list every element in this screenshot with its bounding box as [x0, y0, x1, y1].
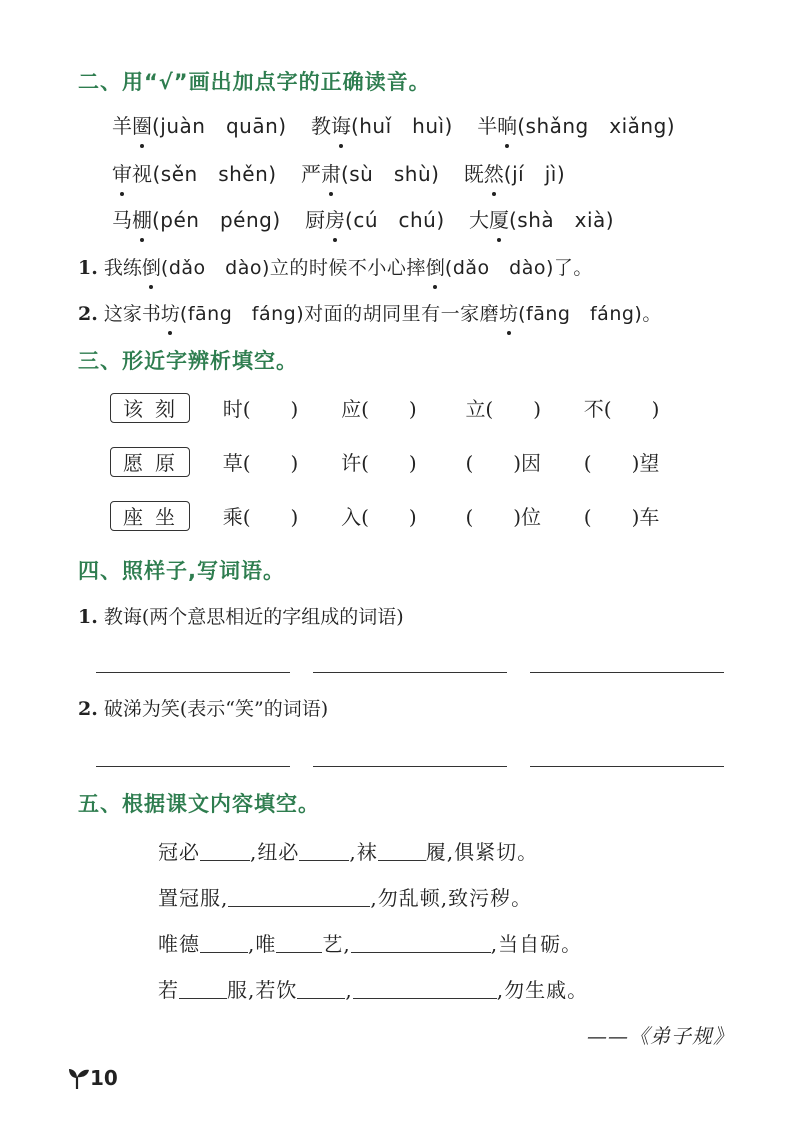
fill-blank[interactable]: 入( )	[341, 505, 417, 529]
poem-text: 履,俱紧切。	[425, 840, 539, 864]
fill-blank[interactable]	[353, 978, 497, 999]
question-4-1	[78, 602, 404, 629]
answer-line[interactable]	[313, 672, 507, 673]
char-text: 严	[300, 162, 321, 186]
poem-text: ,	[345, 978, 353, 1002]
dotted-char: 审	[112, 158, 132, 187]
pinyin-item[interactable]	[301, 158, 439, 187]
pinyin-options: 视(sěn shěn)	[132, 162, 277, 186]
sentence-2[interactable]	[78, 299, 662, 326]
char-pair-box: 该刻	[110, 393, 190, 423]
poem-text: ,唯	[248, 932, 277, 956]
fill-blank[interactable]	[200, 840, 250, 861]
dotted-char: 倒	[142, 253, 161, 280]
fill-blank[interactable]	[276, 932, 322, 953]
dotted-char: 坊	[161, 299, 180, 326]
poem-text: 冠必	[158, 840, 200, 864]
fill-blank[interactable]: 草( )	[222, 451, 299, 475]
poem-text: ,纽必	[250, 840, 300, 864]
poem-text: 置冠服,	[158, 886, 229, 910]
char-text: 马	[112, 208, 132, 232]
fill-blank[interactable]	[228, 886, 370, 907]
answer-line[interactable]	[96, 672, 290, 673]
sentence-text: (fāng fáng)对面的胡同里有一家磨	[179, 303, 500, 325]
pinyin-options: (huǐ huì)	[350, 114, 453, 138]
fill-blank[interactable]: 许( )	[341, 451, 417, 475]
fill-blank[interactable]	[299, 840, 349, 861]
page-footer	[68, 1066, 118, 1090]
question-text: 教诲(两个意思相近的字组成的词语)	[103, 606, 404, 628]
sentence-text: 这家书	[103, 303, 161, 325]
pinyin-row-1	[112, 110, 693, 139]
pinyin-item[interactable]	[469, 204, 614, 233]
poem-line-3	[158, 928, 582, 957]
fill-blank[interactable]: 不( )	[583, 397, 660, 421]
dotted-char: 棚	[132, 204, 152, 233]
pinyin-options: (sù shù)	[340, 162, 440, 186]
sentence-text: (dǎo dào)立的时候不小心摔	[160, 257, 426, 279]
char-pair-row-3	[110, 501, 659, 531]
poem-text: ,勿乱顿,致污秽。	[370, 886, 533, 910]
fill-blank[interactable]: 立( )	[465, 397, 542, 421]
pinyin-item[interactable]	[112, 110, 287, 139]
dotted-char: 晌	[497, 110, 517, 139]
fill-blank[interactable]: ( )望	[583, 451, 660, 475]
dotted-char: 肃	[321, 158, 341, 187]
question-number: 1.	[78, 606, 98, 628]
pinyin-item[interactable]	[112, 204, 281, 233]
fill-blank[interactable]	[297, 978, 345, 999]
pinyin-options: (jí jì)	[503, 162, 566, 186]
section-3-title: 三、形近字辨析填空。	[78, 349, 298, 373]
dotted-char: 倒	[426, 253, 445, 280]
section-5-title: 五、根据课文内容填空。	[78, 792, 320, 816]
dotted-char: 圈	[132, 110, 152, 139]
pinyin-item[interactable]	[112, 158, 277, 187]
char-pair-box: 愿原	[110, 447, 190, 477]
pinyin-item[interactable]	[477, 110, 675, 139]
sentence-text: 我练	[103, 257, 142, 279]
char-text: 羊	[112, 114, 132, 138]
answer-line[interactable]	[96, 766, 290, 767]
char-text: 大	[469, 208, 489, 232]
poem-line-1	[158, 836, 538, 865]
question-number: 2.	[78, 698, 98, 720]
section-2-title: 二、用“√”画出加点字的正确读音。	[78, 70, 431, 94]
fill-blank[interactable]	[200, 932, 248, 953]
page-number: 10	[90, 1066, 118, 1090]
dotted-char: 坊	[499, 299, 518, 326]
char-text: 半	[477, 114, 498, 138]
answer-line[interactable]	[313, 766, 507, 767]
question-number: 2.	[78, 303, 98, 325]
answer-line[interactable]	[530, 766, 724, 767]
pinyin-item[interactable]	[311, 110, 453, 139]
pinyin-item[interactable]	[464, 158, 565, 187]
pinyin-row-3	[112, 204, 632, 233]
question-text: 破涕为笑(表示“笑”的词语)	[103, 698, 329, 720]
dotted-char: 房	[325, 204, 345, 233]
pinyin-row-2	[112, 158, 583, 187]
fill-blank[interactable]: 时( )	[222, 397, 299, 421]
poem-text: 服,若饮	[227, 978, 298, 1002]
char-pair-row-2	[110, 447, 659, 477]
answer-line[interactable]	[530, 672, 724, 673]
poem-text: ,袜	[349, 840, 378, 864]
sentence-text: (dǎo dào)了。	[444, 257, 593, 279]
fill-blank[interactable]	[351, 932, 491, 953]
poem-text: 若	[158, 978, 179, 1002]
char-text: 既	[463, 162, 484, 186]
char-text: 教	[310, 114, 331, 138]
char-pair-row-1	[110, 393, 659, 423]
pinyin-options: (shǎng xiǎng)	[517, 114, 676, 138]
poem-text: ,勿生戚。	[496, 978, 589, 1002]
char-text: 厨	[305, 208, 326, 232]
pinyin-options: (pén péng)	[152, 208, 281, 232]
fill-blank[interactable]: 乘( )	[222, 505, 299, 529]
pinyin-options: (cú chú)	[345, 208, 445, 232]
char-pair-box: 座坐	[110, 501, 190, 531]
fill-blank[interactable]: ( )车	[583, 505, 660, 529]
poem-text: 艺,	[322, 932, 351, 956]
fill-blank[interactable]	[179, 978, 227, 999]
poem-text: ,当自砺。	[490, 932, 583, 956]
sentence-1[interactable]	[78, 253, 593, 280]
poem-line-4	[158, 974, 588, 1003]
section-4-title: 四、照样子,写词语。	[78, 559, 285, 583]
sprout-icon	[68, 1066, 90, 1090]
pinyin-options: (shà xià)	[509, 208, 615, 232]
fill-blank[interactable]: 应( )	[341, 397, 417, 421]
sentence-text: (fāng fáng)。	[518, 303, 662, 325]
source-attribution: ——《弟子规》	[587, 1024, 734, 1048]
poem-text: 唯德	[158, 932, 200, 956]
pinyin-options: (juàn quān)	[152, 114, 287, 138]
fill-blank[interactable]	[378, 840, 426, 861]
pinyin-item[interactable]	[305, 204, 445, 233]
poem-line-2	[158, 882, 532, 911]
fill-blank[interactable]: ( )因	[465, 451, 542, 475]
question-4-2	[78, 694, 328, 721]
fill-blank[interactable]: ( )位	[465, 505, 542, 529]
question-number: 1.	[78, 257, 98, 279]
dotted-char: 厦	[489, 204, 509, 233]
dotted-char: 诲	[331, 110, 351, 139]
dotted-char: 然	[484, 158, 504, 187]
